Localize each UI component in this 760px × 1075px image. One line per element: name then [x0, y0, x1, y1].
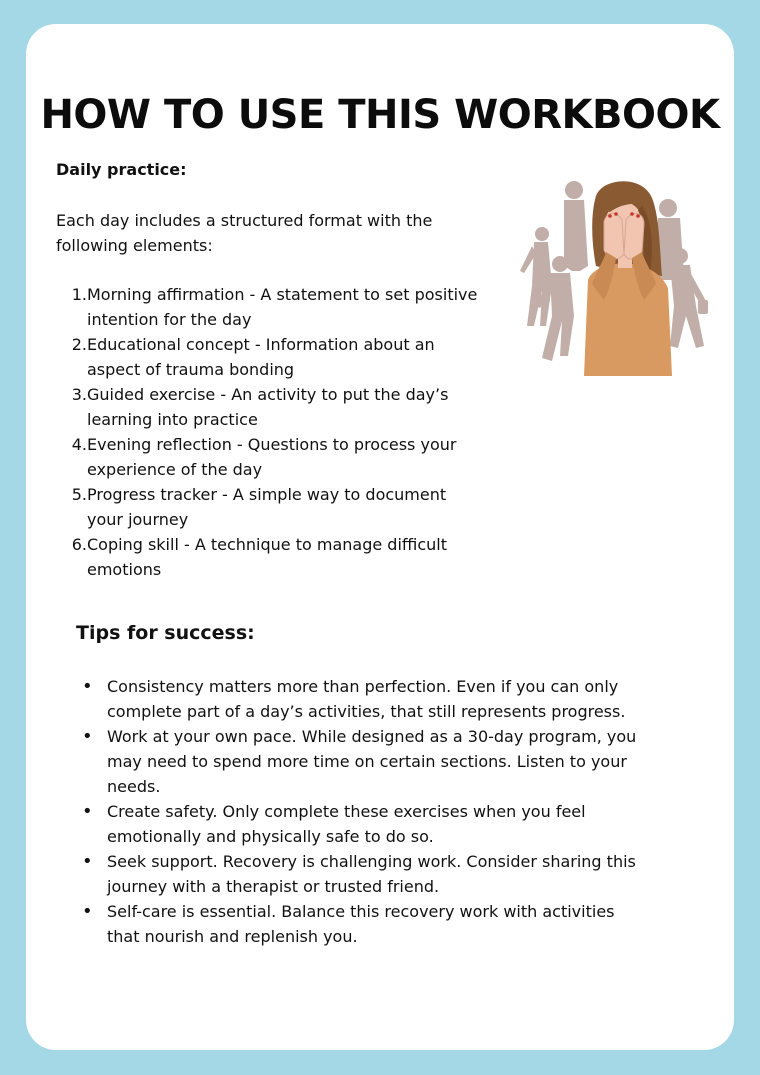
bullet-icon: • [82, 726, 93, 747]
bullet-icon: • [82, 851, 93, 872]
list-text: Coping skill - A technique to manage difficult emotions [87, 535, 448, 579]
list-number: 6. [71, 535, 87, 554]
list-item [56, 282, 486, 332]
list-text: Consistency matters more than perfection. Even if you can only complete part of a day’s activities, that still represents progress. [107, 677, 626, 721]
daily-steps-list [56, 282, 486, 582]
list-item [56, 532, 486, 582]
page-title: HOW TO USE THIS WORKBOOK [40, 92, 720, 138]
list-text: Progress tracker - A simple way to document your journey [87, 485, 447, 529]
daily-practice-heading: Daily practice: [56, 160, 187, 179]
list-text: Self-care is essential. Balance this recovery work with activities that nourish and replenish you. [107, 902, 615, 946]
bullet-icon: • [82, 801, 93, 822]
list-number: 3. [71, 385, 87, 404]
tips-list [82, 674, 652, 949]
list-item [56, 382, 486, 432]
list-text: Create safety. Only complete these exercises when you feel emotionally and physically safe to do so. [107, 802, 586, 846]
list-item [56, 432, 486, 482]
list-number: 4. [71, 435, 87, 454]
list-item [82, 849, 652, 899]
tips-heading: Tips for success: [76, 622, 255, 644]
overwhelmed-woman-illustration [492, 176, 708, 376]
list-item [56, 482, 486, 532]
daily-intro: Each day includes a structured format with the following elements: [56, 211, 433, 255]
list-text: Guided exercise - An activity to put the day’s learning into practice [87, 385, 449, 429]
list-item [82, 674, 652, 724]
bullet-icon: • [82, 901, 93, 922]
list-item [56, 332, 486, 382]
list-item [82, 724, 652, 799]
list-text: Educational concept - Information about an aspect of trauma bonding [87, 335, 435, 379]
list-number: 1. [71, 285, 87, 304]
list-text: Work at your own pace. While designed as a 30-day program, you may need to spend more time on certain sections. Listen to your needs. [107, 727, 637, 796]
list-item [82, 799, 652, 849]
list-item [82, 899, 652, 949]
bullet-icon: • [82, 676, 93, 697]
list-text: Evening reflection - Questions to process your experience of the day [87, 435, 457, 479]
page-card [26, 24, 734, 1050]
main-woman [584, 181, 672, 376]
list-number: 2. [71, 335, 87, 354]
list-number: 5. [71, 485, 87, 504]
list-text: Seek support. Recovery is challenging work. Consider sharing this journey with a therapist or trusted friend. [107, 852, 636, 896]
list-text: Morning affirmation - A statement to set positive intention for the day [87, 285, 478, 329]
